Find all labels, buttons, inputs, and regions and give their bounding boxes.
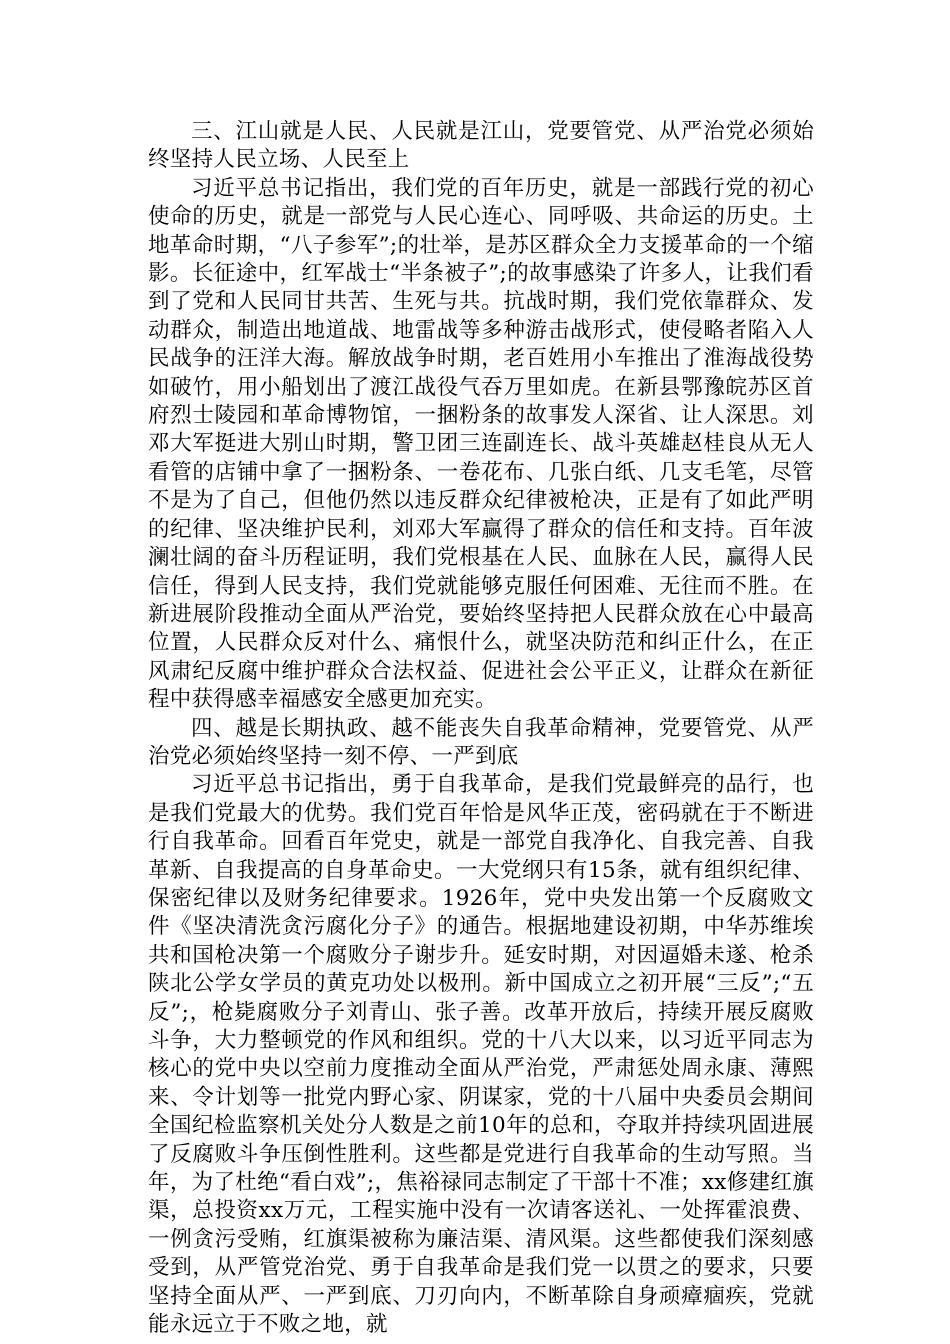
section-paragraph-4: 习近平总书记指出，勇于自我革命，是我们党最鲜亮的品行，也是我们党最大的优势。我们党百年恰是风华正茂，密码就在于不断进行自我革命。回看百年党史，就是一部党自我净化、自我完善、自我革新、自我提高的自身革命史。一大党纲只有15条，就有组织纪律、保密纪律以及财务纪律要求。1926年，党中央发出第一个反腐败文件《坚决清洗贪污腐化分子》的通告。根据地建设初期，中华苏维埃共和国枪决第一个腐败分子谢步升。延安时期，对因逼婚未遂、枪杀陕北公学女学员的黄克功处以极刑。新中国成立之初开展“三反”;“五反”;，枪毙腐败分子刘青山、张子善。改革开放后，持续开展反腐败斗争，大力整顿党的作风和组织。党的十八大以来，以习近平同志为核心的党中央以空前力度推动全面从严治党，严肃惩处周永康、薄熙来、令计划等一批党内野心家、阴谋家，党的十八届中央委员会期间全国纪检监察机关处分人数是之前10年的总和，夺取并持续巩固进展了反腐败斗争压倒性胜利。这些都是党进行自我革命的生动写照。当年，为了杜绝“看白戏”;，焦裕禄同志制定了干部十不准；xx修建红旗渠，总投资xx万元，工程实施中没有一次请客送礼、一处挥霍浪费、一例贪污受贿，红旗渠被称为廉洁渠、清风渠。这些都使我们深刻感受到，从严管党治党、勇于自我革命是我们党一以贯之的要求，只要坚持全面从严、一严到底、刀刃向内，不断革除自身顽瘴痼疾，党就能永远立于不败之地，就 [148,772,814,1338]
section-heading-3: 三、江山就是人民、人民就是江山，党要管党、从严治党必须始终坚持人民立场、人民至上 [148,119,814,173]
document-body [148,118,814,1339]
section-heading-4: 四、越是长期执政、越不能丧失自我革命精神，党要管党、从严治党必须始终坚持一刻不停、一严到底 [148,715,814,769]
section-paragraph-3: 习近平总书记指出，我们党的百年历史，就是一部践行党的初心使命的历史，就是一部党与人民心连心、同呼吸、共命运的历史。土地革命时期，“八子参军”;的壮举，是苏区群众全力支援革命的一个缩影。长征途中，红军战士“半条被子”;的故事感染了许多人，让我们看到了党和人民同甘共苦、生死与共。抗战时期，我们党依靠群众、发动群众，制造出地道战、地雷战等多种游击战形式，使侵略者陷入人民战争的汪洋大海。解放战争时期，老百姓用小车推出了淮海战役势如破竹，用小船划出了渡江战役气吞万里如虎。在新县鄂豫皖苏区首府烈士陵园和革命博物馆，一捆粉条的故事发人深省、让人深思。刘邓大军挺进大别山时期，警卫团三连副连长、战斗英雄赵桂良从无人看管的店铺中拿了一捆粉条、一卷花布、几张白纸、几支毛笔，尽管不是为了自己，但他仍然以违反群众纪律被枪决，正是有了如此严明的纪律、坚决维护民利，刘邓大军赢得了群众的信任和支持。百年波澜壮阔的奋斗历程证明，我们党根基在人民、血脉在人民，赢得人民信任，得到人民支持，我们党就能够克服任何困难、无往而不胜。在新进展阶段推动全面从严治党，要始终坚持把人民群众放在心中最高位置，人民群众反对什么、痛恨什么，就坚决防范和纠正什么，在正风肃纪反腐中维护群众合法权益、促进社会公平正义，让群众在新征程中获得感幸福感安全感更加充实。 [148,175,814,713]
